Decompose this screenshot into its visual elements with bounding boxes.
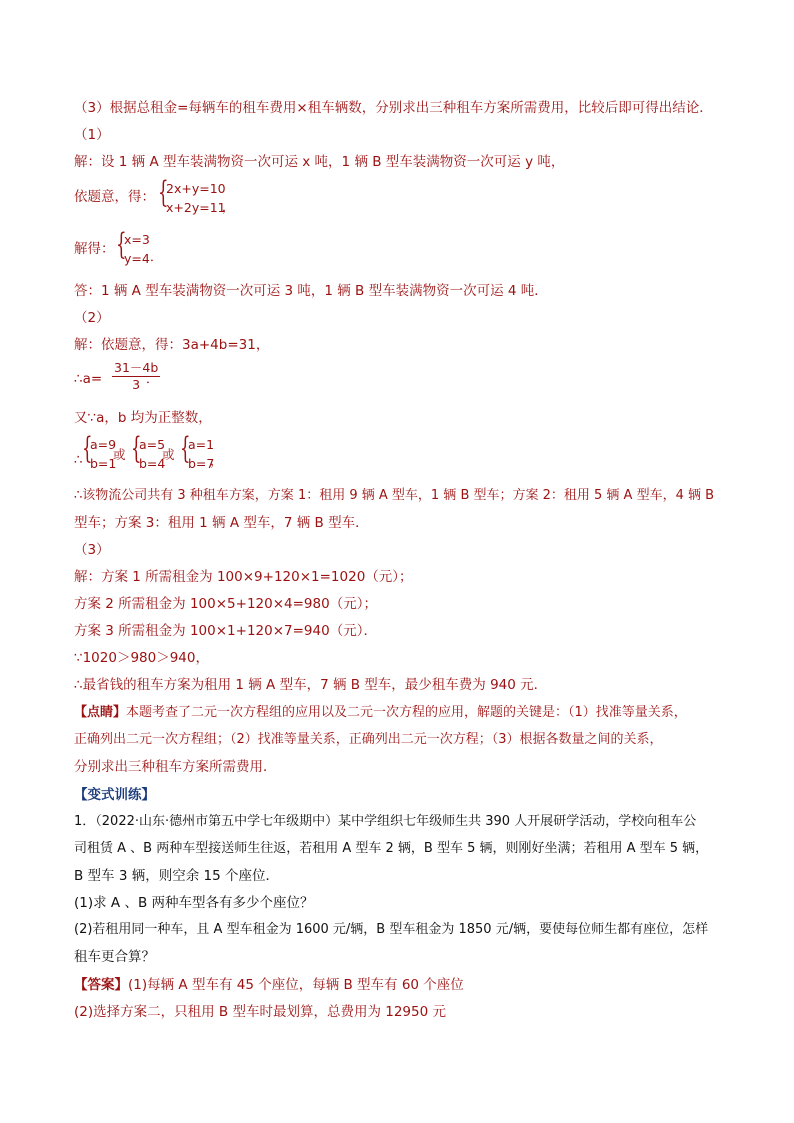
text-line: ∴a= xyxy=(74,371,103,387)
text-line: 解得： xyxy=(74,241,115,257)
question-part: (1)求 A 、B 两种车型各有多少个座位？ xyxy=(74,895,314,911)
text-line: 或 xyxy=(113,447,126,462)
text-line: 答：1 辆 A 型车装满物资一次可运 3 吨，1 辆 B 型车装满物资一次可运 4 吨． xyxy=(74,283,548,299)
text-line: ∴该物流公司共有 3 种租车方案，方案 1：租用 9 辆 A 型车，1 辆 B 型车；方案 2：租用 5 辆 A 型车，4 辆 B xyxy=(74,488,715,503)
equation: a=1 xyxy=(188,437,215,452)
brace-icon: { xyxy=(158,175,169,210)
equation: b=4 xyxy=(139,456,166,471)
text-line: ∵1020＞980＞940， xyxy=(74,650,209,666)
part-label: （2） xyxy=(74,310,110,326)
section-tag: 【点睛】 xyxy=(74,705,127,720)
numerator: 31－4b xyxy=(114,360,159,375)
question-part: (2)若租用同一种车，且 A 型车租金为 1600 元/辆，B 型车租金为 1850 元/辆，要使每位师生都有座位，怎样 xyxy=(74,922,709,937)
brace-icon: { xyxy=(131,431,142,466)
text-line: 解：设 1 辆 A 型车装满物资一次可运 x 吨，1 辆 B 型车装满物资一次可运 y 吨， xyxy=(74,154,565,170)
text-line: 方案 2 所需租金为 100×5+120×4=980（元）； xyxy=(74,596,377,612)
part-label: （1） xyxy=(74,127,110,143)
text-line: 正确列出二元一次方程组；（2）找准等量关系，正确列出二元一次方程；（3）根据各数量之间的关系， xyxy=(74,732,663,747)
part-label: （3） xyxy=(74,542,110,558)
text-line: ∴最省钱的租车方案为租用 1 辆 A 型车，7 辆 B 型车，最少租车费为 940 元． xyxy=(74,677,548,693)
question-text: 司租赁 A 、B 两种车型接送师生往返，若租用 A 型车 2 辆，B 型车 5 辆，则刚好坐满；若租用 A 型车 5 辆， xyxy=(74,841,709,856)
text-line: 解：依题意，得：3a+4b=31， xyxy=(74,337,270,353)
brace-icon: { xyxy=(180,431,191,466)
punctuation: ， xyxy=(222,199,235,214)
question-text: 租车更合算？ xyxy=(74,949,155,965)
denominator: 3 xyxy=(132,377,141,392)
text-line: (1)每辆 A 型车有 45 个座位，每辆 B 型车有 60 个座位 xyxy=(128,977,464,993)
text-line: ∴ xyxy=(74,452,83,468)
text-line: 依题意，得： xyxy=(74,189,155,205)
equation: y=4 xyxy=(124,251,150,266)
equation: a=5 xyxy=(139,437,166,452)
punctuation: ， xyxy=(210,453,223,468)
equation: a=9 xyxy=(90,437,117,452)
text-line: 本题考查了二元一次方程组的应用以及二元一次方程的应用，解题的关键是：（1）找准等量关系， xyxy=(126,705,687,720)
equation: x+2y=11 xyxy=(166,200,226,215)
equation: b=7 xyxy=(188,456,215,471)
punctuation: ． xyxy=(150,249,163,264)
section-heading: 【变式训练】 xyxy=(74,787,155,803)
text-line: 方案 3 所需租金为 100×1+120×7=940（元）． xyxy=(74,623,377,639)
text-line: （3）根据总租金=每辆车的租车费用×租车辆数，分别求出三种租车方案所需费用，比较后即可得出结论． xyxy=(74,100,713,116)
equation: 2x+y=10 xyxy=(166,181,226,196)
text-line: 型车；方案 3：租用 1 辆 A 型车，7 辆 B 型车． xyxy=(74,515,369,531)
question-text: B 型车 3 辆，则空余 15 个座位． xyxy=(74,868,279,884)
answer-line: (2)选择方案二，只租用 B 型车时最划算，总费用为 12950 元 xyxy=(74,1004,446,1020)
punctuation: ． xyxy=(146,371,159,386)
question-text: 1．（2022·山东·德州市第五中学七年级期中）某中学组织七年级师生共 390 人开展研学活动，学校向租车公 xyxy=(74,814,697,829)
text-line: 又∵a，b 均为正整数， xyxy=(74,410,212,426)
comment-paragraph xyxy=(74,704,687,722)
text-line: 解：方案 1 所需租金为 100×9+120×1=1020（元）； xyxy=(74,569,413,585)
text-line: 或 xyxy=(162,447,175,462)
equation: b=1 xyxy=(90,456,117,471)
brace-icon: { xyxy=(82,431,93,466)
answer-line xyxy=(74,976,464,994)
section-tag: 【答案】 xyxy=(74,977,128,993)
equation: x=3 xyxy=(124,232,150,247)
text-line: 分别求出三种租车方案所需费用． xyxy=(74,759,277,775)
brace-icon: { xyxy=(116,227,127,262)
